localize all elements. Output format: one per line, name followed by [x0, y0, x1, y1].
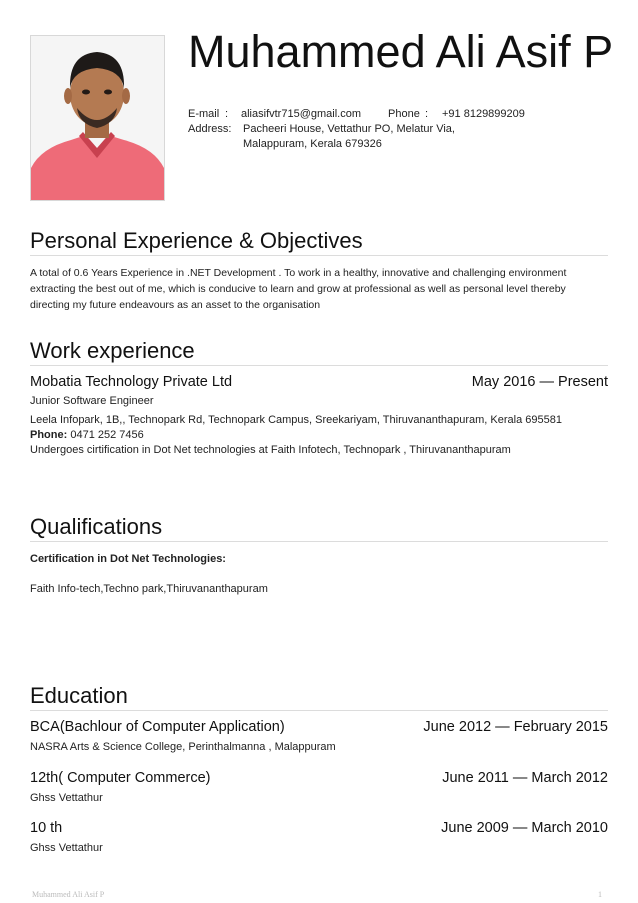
page-number: 1: [598, 890, 602, 899]
address-line-2: Malappuram, Kerala 679326: [243, 138, 382, 150]
job-role: Junior Software Engineer: [30, 395, 154, 407]
education-dates: June 2012 — February 2015: [423, 719, 608, 735]
education-school: NASRA Arts & Science College, Perinthalmanna , Malappuram: [30, 741, 336, 753]
profile-photo: [30, 35, 165, 201]
work-dates: May 2016 — Present: [471, 374, 608, 390]
company-phone-value: 0471 252 7456: [70, 429, 144, 441]
company-name: Mobatia Technology Private Ltd: [30, 374, 233, 390]
address-label: Address:: [188, 123, 232, 135]
footer-name: Muhammed Ali Asif P: [32, 890, 105, 899]
company-phone-label: Phone:: [30, 429, 68, 441]
education-degree: 10 th: [30, 820, 63, 836]
work-experience-title: Work experience: [30, 338, 608, 366]
phone-label: Phone: [388, 108, 420, 120]
phone-value: +91 8129899209: [442, 108, 525, 120]
candidate-name: Muhammed Ali Asif P: [188, 26, 614, 77]
email-label: E-mail: [188, 108, 220, 120]
education-dates: June 2009 — March 2010: [441, 820, 608, 836]
education-degree: BCA(Bachlour of Computer Application): [30, 719, 285, 735]
qualifications-title: Qualifications: [30, 514, 608, 542]
person-photo-icon: [31, 36, 164, 200]
objectives-text: A total of 0.6 Years Experience in .NET Development . To work in a healthy, innovative and challenging environment extracting the best out of me, which is conducive to learn and grow at professional as well as personal level thereby directing my future endeavours as an asset to the organisation: [30, 267, 567, 311]
work-note: Undergoes cirtification in Dot Net technologies at Faith Infotech, Technopark , Thiruvananthapuram: [30, 444, 511, 456]
education-school: Ghss Vettathur: [30, 792, 103, 804]
objectives-title: Personal Experience & Objectives: [30, 228, 608, 256]
phone-separator: :: [425, 108, 429, 120]
email-value[interactable]: aliasifvtr715@gmail.com: [241, 108, 361, 120]
education-school: Ghss Vettathur: [30, 842, 103, 854]
qualification-place: Faith Info-tech,Techno park,Thiruvananthapuram: [30, 583, 268, 595]
company-address: Leela Infopark, 1B,, Technopark Rd, Technopark Campus, Sreekariyam, Thiruvananthapuram, Kerala 695581: [30, 414, 562, 426]
education-degree: 12th( Computer Commerce): [30, 770, 211, 786]
company-phone: [30, 429, 144, 441]
education-title: Education: [30, 683, 608, 711]
address-line-1: Pacheeri House, Vettathur PO, Melatur Via,: [243, 123, 455, 135]
education-dates: June 2011 — March 2012: [442, 770, 608, 786]
email-separator: :: [225, 108, 229, 120]
qualification-heading: Certification in Dot Net Technologies:: [30, 553, 226, 565]
